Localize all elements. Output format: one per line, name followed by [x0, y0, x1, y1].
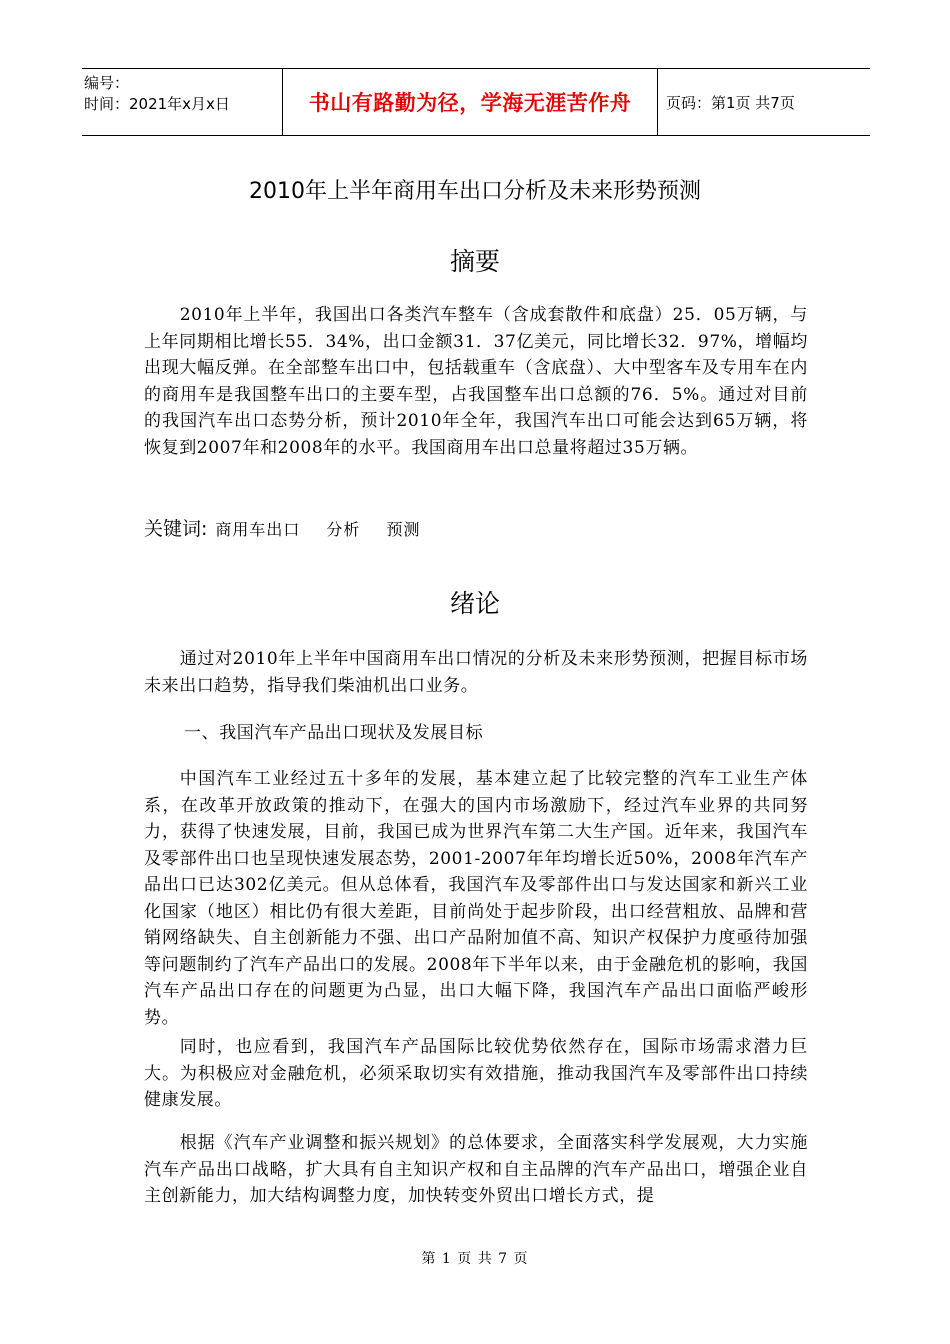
header-page-info: 页码：第1页 共7页 [666, 93, 795, 112]
section-heading: 一、我国汽车产品出口现状及发展目标 [184, 723, 484, 743]
intro-paragraph: 通过对2010年上半年中国商用车出口情况的分析及未来形势预测，把握目标市场未来出口趋势，指导我们柴油机出口业务。 [144, 649, 808, 696]
keyword-term: 预测 [386, 520, 421, 539]
document-title: 2010年上半年商用车出口分析及未来形势预测 [249, 179, 701, 204]
abstract-paragraph: 2010年上半年，我国出口各类汽车整车（含成套散件和底盘）25．05万辆，与上年同期相比增长55．34%，出口金额31．37亿美元，同比增长32．97%，增幅均出现大幅反弹。在全部整车出口中，包括载重车（含底盘）、大中型客车及专用车在内的商用车是我国整车出口的主要车型，占我国整车出口总额的76．5%。通过对目前的我国汽车出口态势分析，预计2010年全年，我国汽车出口可能会达到65万辆，将恢复到2007年和2008年的水平。我国商用车出口总量将超过35万辆。 [144, 305, 808, 458]
keyword-term: 商用车出口 [215, 520, 301, 539]
intro-heading: 绪论 [449, 589, 500, 618]
body-paragraph: 同时，也应看到，我国汽车产品国际比较优势依然存在，国际市场需求潜力巨大。为积极应对金融危机，必须采取切实有效措施，推动我国汽车及零部件出口持续健康发展。 [144, 1037, 808, 1110]
document-time-label: 时间：2021年x月x日 [84, 95, 230, 113]
abstract-heading: 摘要 [449, 247, 500, 276]
document-number-label: 编号： [84, 74, 130, 92]
page-header [82, 68, 870, 136]
header-motto: 书山有路勤为径，学海无涯苦作舟 [282, 69, 658, 135]
header-meta [82, 69, 282, 135]
keywords-label: 关键词: [144, 518, 208, 540]
keywords-row [144, 514, 438, 541]
page-footer: 第 1 页 共 7 页 [421, 1251, 529, 1267]
body-paragraph: 中国汽车工业经过五十多年的发展，基本建立起了比较完整的汽车工业生产体系，在改革开放政策的推动下，在强大的国内市场激励下，经过汽车业界的共同努力，获得了快速发展，目前，我国已成为世界汽车第二大生产国。近年来，我国汽车及零部件出口也呈现快速发展态势，2001-2007年年均增长近50%，2008年汽车产品出口已达302亿美元。但从总体看，我国汽车及零部件出口与发达国家和新兴工业化国家（地区）相比仍有很大差距，目前尚处于起步阶段，出口经营粗放、品牌和营销网络缺失、自主创新能力不强、出口产品附加值不高、知识产权保护力度亟待加强等问题制约了汽车产品出口的发展。2008年下半年以来，由于金融危机的影响，我国汽车产品出口存在的问题更为凸显，出口大幅下降，我国汽车产品出口面临严峻形势。 [144, 769, 808, 1028]
body-paragraph: 根据《汽车产业调整和振兴规划》的总体要求，全面落实科学发展观，大力实施汽车产品出口战略，扩大具有自主知识产权和自主品牌的汽车产品出口，增强企业自主创新能力，加大结构调整力度，加快转变外贸出口增长方式，提 [144, 1133, 808, 1206]
keyword-term: 分析 [326, 520, 361, 539]
